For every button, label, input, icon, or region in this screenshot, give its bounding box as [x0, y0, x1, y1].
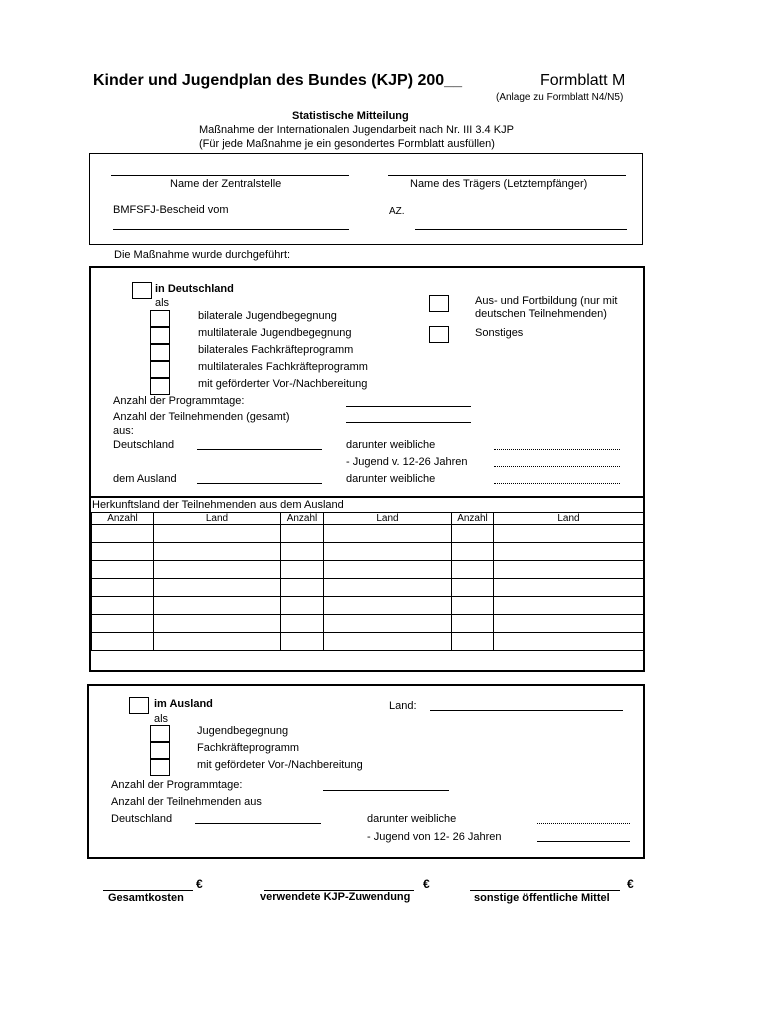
column-header: Land [324, 513, 452, 525]
table-cell[interactable] [324, 579, 452, 597]
ausland-count-label: dem Ausland [113, 473, 177, 485]
table-cell[interactable] [154, 525, 281, 543]
table-cell[interactable] [324, 633, 452, 651]
herkunft-title: Herkunftsland der Teilnehmenden aus dem Ausland [92, 499, 344, 511]
table-cell[interactable] [494, 633, 644, 651]
table-cell[interactable] [494, 525, 644, 543]
option-label: Jugendbegegnung [197, 725, 289, 737]
weibliche-label: darunter weibliche [346, 439, 436, 451]
table-cell[interactable] [92, 525, 154, 543]
annex-note: (Anlage zu Formblatt N4/N5) [496, 92, 624, 103]
multilateral-fachkraefte-checkbox[interactable] [150, 361, 170, 378]
recipient-box [89, 153, 643, 245]
az-label: AZ. [389, 206, 405, 217]
option-label: bilaterales Fachkräfteprogramm [198, 344, 354, 356]
measure-line: Maßnahme der Internationalen Jugendarbeit nach Nr. III 3.4 KJP [199, 124, 514, 136]
herkunft-section [89, 497, 645, 672]
table-cell[interactable] [452, 579, 494, 597]
programmtage-label: Anzahl der Programmtage: [111, 779, 243, 791]
table-cell[interactable] [281, 525, 324, 543]
jugend-field[interactable] [537, 841, 630, 842]
ausland-heading: im Ausland [154, 698, 213, 710]
als-label: als [154, 713, 169, 725]
aus-fortbildung-label: Aus- und Fortbildung (nur mit [475, 295, 618, 307]
column-header: Anzahl [452, 513, 494, 525]
form-id: Formblatt M [540, 72, 626, 89]
weibliche-field[interactable] [537, 823, 630, 824]
table-cell[interactable] [92, 579, 154, 597]
vor-nachbereitung-checkbox[interactable] [150, 759, 170, 776]
table-cell[interactable] [494, 597, 644, 615]
table-cell[interactable] [281, 543, 324, 561]
option-label: bilaterale Jugendbegegnung [198, 310, 337, 322]
table-cell[interactable] [494, 543, 644, 561]
ausland-count-field[interactable] [197, 483, 322, 484]
form-title: Kinder und Jugendplan des Bundes (KJP) 200__ [93, 72, 462, 89]
table-cell[interactable] [92, 615, 154, 633]
sonstige-mittel-label: sonstige öffentliche Mittel [474, 892, 610, 904]
ausland-checkbox[interactable] [129, 697, 149, 714]
sonstige-mittel-field[interactable] [470, 890, 620, 891]
bilateral-jugend-checkbox[interactable] [150, 310, 170, 327]
bilateral-fachkraefte-checkbox[interactable] [150, 344, 170, 361]
bescheid-date-field[interactable] [113, 229, 349, 230]
gesamtkosten-field[interactable] [103, 890, 193, 891]
table-cell[interactable] [154, 615, 281, 633]
table-cell[interactable] [324, 597, 452, 615]
table-cell[interactable] [154, 579, 281, 597]
table-row [92, 561, 644, 579]
table-cell[interactable] [92, 597, 154, 615]
table-row [92, 525, 644, 543]
deutschland-count-label: Deutschland [111, 813, 173, 825]
traeger-field[interactable] [388, 175, 626, 176]
deutschland-checkbox[interactable] [132, 282, 152, 299]
table-cell[interactable] [281, 633, 324, 651]
form-instruction: (Für jede Maßnahme je ein gesondertes Formblatt ausfüllen) [199, 138, 495, 150]
option-label: mit geförderter Vor-/Nachbereitung [198, 378, 368, 390]
table-cell[interactable] [452, 633, 494, 651]
euro-sign: € [196, 877, 203, 891]
table-cell[interactable] [281, 597, 324, 615]
deutschland-count-label: Deutschland [113, 439, 175, 451]
column-header: Land [154, 513, 281, 525]
euro-sign: € [423, 877, 430, 891]
ausland-section [87, 684, 645, 859]
zentralstelle-field[interactable] [111, 175, 349, 176]
aus-fortbildung-label-2: deutschen Teilnehmenden) [475, 308, 607, 320]
weibliche-field[interactable] [494, 449, 620, 450]
aus-label: aus: [113, 425, 134, 437]
column-header: Anzahl [281, 513, 324, 525]
table-cell[interactable] [494, 615, 644, 633]
option-label: multilaterales Fachkräfteprogramm [198, 361, 368, 373]
fachkraefte-checkbox[interactable] [150, 742, 170, 759]
weibliche-field-2[interactable] [494, 483, 620, 484]
teilnehmende-field[interactable] [346, 422, 471, 423]
table-cell[interactable] [324, 615, 452, 633]
table-cell[interactable] [154, 561, 281, 579]
table-cell[interactable] [154, 633, 281, 651]
table-cell[interactable] [154, 543, 281, 561]
table-cell[interactable] [452, 525, 494, 543]
table-cell[interactable] [494, 561, 644, 579]
jugend-field[interactable] [494, 466, 620, 467]
vor-nachbereitung-checkbox[interactable] [150, 378, 170, 395]
table-cell[interactable] [92, 561, 154, 579]
az-field[interactable] [415, 229, 627, 230]
land-label: Land: [389, 700, 417, 712]
aus-fortbildung-checkbox[interactable] [429, 295, 449, 312]
traeger-label: Name des Trägers (Letztempfänger) [410, 178, 588, 190]
herkunft-table [91, 512, 644, 651]
zentralstelle-label: Name der Zentralstelle [170, 178, 282, 190]
table-cell[interactable] [281, 615, 324, 633]
table-cell[interactable] [92, 633, 154, 651]
multilateral-jugend-checkbox[interactable] [150, 327, 170, 344]
table-cell[interactable] [452, 615, 494, 633]
weibliche-label: darunter weibliche [367, 813, 457, 825]
table-cell[interactable] [92, 543, 154, 561]
teilnehmende-label: Anzahl der Teilnehmenden aus [111, 796, 262, 808]
jugendbegegnung-checkbox[interactable] [150, 725, 170, 742]
deutschland-heading: in Deutschland [155, 283, 234, 295]
sonstiges-checkbox[interactable] [429, 326, 449, 343]
durchgefuehrt-label: Die Maßnahme wurde durchgeführt: [114, 249, 291, 261]
option-label: Fachkräfteprogramm [197, 742, 300, 754]
sonstiges-label: Sonstiges [475, 327, 524, 339]
programmtage-label: Anzahl der Programmtage: [113, 395, 245, 407]
land-field[interactable] [430, 710, 623, 711]
table-row [92, 615, 644, 633]
table-cell[interactable] [281, 561, 324, 579]
column-header: Land [494, 513, 644, 525]
table-cell[interactable] [324, 525, 452, 543]
programmtage-field[interactable] [323, 790, 449, 791]
table-row [92, 633, 644, 651]
deutschland-count-field[interactable] [197, 449, 322, 450]
table-cell[interactable] [494, 579, 644, 597]
table-row [92, 543, 644, 561]
bescheid-label: BMFSFJ-Bescheid vom [113, 204, 229, 216]
table-cell[interactable] [452, 597, 494, 615]
table-cell[interactable] [281, 579, 324, 597]
option-label: multilaterale Jugendbegegnung [198, 327, 352, 339]
jugend-label: - Jugend von 12- 26 Jahren [367, 831, 502, 843]
programmtage-field[interactable] [346, 406, 471, 407]
option-label: mit gefördeter Vor-/Nachbereitung [197, 759, 363, 771]
kjp-zuwendung-label: verwendete KJP-Zuwendung [260, 891, 411, 903]
teilnehmende-label: Anzahl der Teilnehmenden (gesamt) [113, 411, 290, 423]
table-row [92, 579, 644, 597]
euro-sign: € [627, 877, 634, 891]
deutschland-count-field[interactable] [195, 823, 321, 824]
table-cell[interactable] [324, 561, 452, 579]
table-cell[interactable] [452, 543, 494, 561]
table-row [92, 597, 644, 615]
weibliche-label-2: darunter weibliche [346, 473, 436, 485]
jugend-label: - Jugend v. 12-26 Jahren [346, 456, 468, 468]
als-label: als [155, 297, 170, 309]
table-cell[interactable] [154, 597, 281, 615]
table-cell[interactable] [452, 561, 494, 579]
table-cell[interactable] [324, 543, 452, 561]
column-header: Anzahl [92, 513, 154, 525]
gesamtkosten-label: Gesamtkosten [108, 892, 184, 904]
form-subtitle: Statistische Mitteilung [292, 110, 409, 122]
table-header-row [92, 513, 644, 525]
deutschland-section [89, 266, 645, 498]
